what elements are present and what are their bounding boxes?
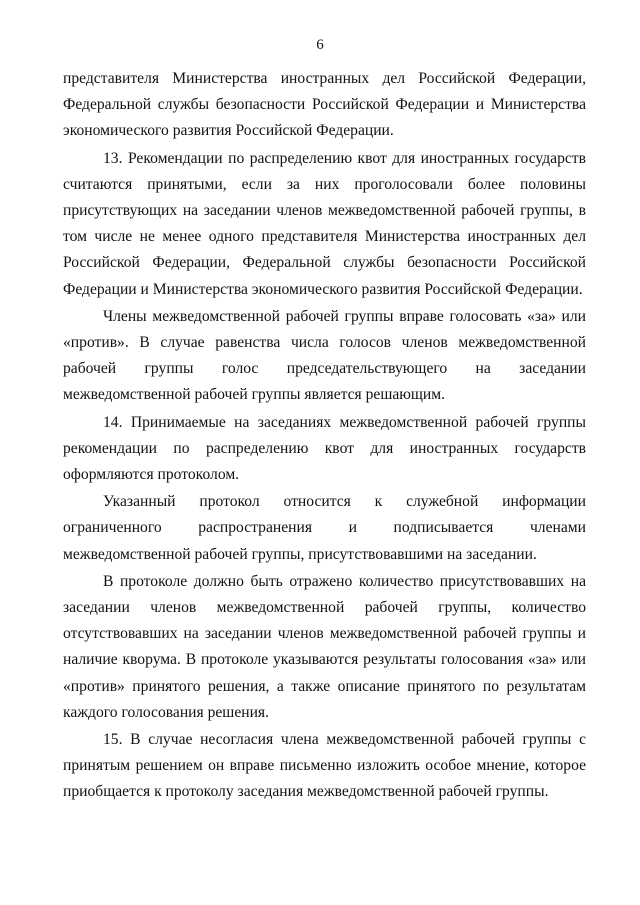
page-number: 6 (316, 37, 324, 53)
paragraph-item-13: 13. Рекомендации по распределению квот для иностранных государств считаются принятыми, если за них проголосовали более половины присутствующих на заседании членов межведомственной рабочей группы, в том числе не менее одного представителя Министерства иностранных дел Российской Федерации, Федеральной службы безопасности Российской Федерации и Министерства экономического развития Российской Федерации. (63, 149, 586, 298)
paragraph-item-14: 14. Принимаемые на заседаниях межведомственной рабочей группы рекомендации по распределению квот для иностранных государств оформляются протоколом. (63, 413, 586, 484)
paragraph-protocol-contents: В протоколе должно быть отражено количество присутствовавших на заседании членов межведомственной рабочей группы, количество отсутствовавших на заседании членов межведомственной рабочей группы и наличие кворума. В протоколе указываются результаты голосования «за» или «против» принятого решения, а также описание принятого по результатам каждого голосования решения. (63, 572, 586, 721)
document-body (63, 66, 586, 807)
paragraph-continuation: представителя Министерства иностранных дел Российской Федерации, Федеральной службы безопасности Российской Федерации и Министерства экономического развития Российской Федерации. (63, 70, 586, 140)
paragraph-item-15: 15. В случае несогласия члена межведомственной рабочей группы с принятым решением он вправе письменно изложить особое мнение, которое приобщается к протоколу заседания межведомственной рабочей группы. (63, 731, 586, 801)
paragraph-protocol-classification: Указанный протокол относится к служебной информации ограниченного распространения и подписывается членами межведомственной рабочей группы, присутствовавшими на заседании. (63, 493, 586, 563)
paragraph-voting-rights: Члены межведомственной рабочей группы вправе голосовать «за» или «против». В случае равенства числа голосов членов межведомственной рабочей группы голос председательствующего на заседании межведомственной рабочей группы является решающим. (63, 307, 586, 404)
